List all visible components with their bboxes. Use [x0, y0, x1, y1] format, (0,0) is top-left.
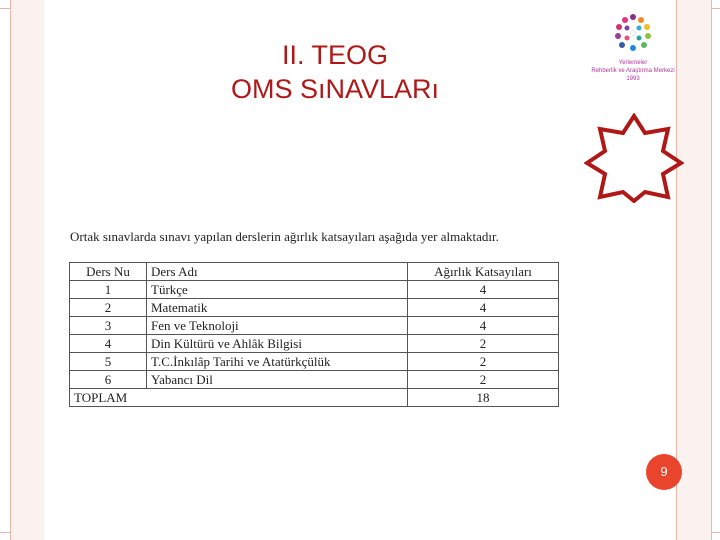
table-header-row: [70, 263, 559, 281]
cell-katsayi: 2: [408, 371, 559, 389]
table-row: [70, 335, 559, 353]
cell-katsayi: 2: [408, 353, 559, 371]
cell-total-label: TOPLAM: [70, 389, 408, 407]
table-row: [70, 281, 559, 299]
header-ders-adi: Ders Adı: [147, 263, 408, 281]
cell-ders-adi: Yabancı Dil: [147, 371, 408, 389]
slide-title: [200, 38, 470, 106]
cell-ders-adi: Matematik: [147, 299, 408, 317]
table-row: [70, 317, 559, 335]
cell-katsayi: 4: [408, 317, 559, 335]
page-number-badge: 9: [646, 454, 682, 490]
table-row: [70, 353, 559, 371]
slide-frame-left: [10, 0, 46, 540]
cell-total-value: 18: [408, 389, 559, 407]
logo-text-line1: Yerlemeler: [618, 60, 648, 66]
cell-ders-nu: 1: [70, 281, 147, 299]
weights-table: [69, 262, 559, 407]
cell-ders-adi: Fen ve Teknoloji: [147, 317, 408, 335]
logo-dots-icon: [613, 12, 653, 56]
header-agirlik-katsayilari: Ağırlık Katsayıları: [408, 263, 559, 281]
cell-ders-nu: 5: [70, 353, 147, 371]
organization-logo: [578, 12, 688, 87]
cell-ders-nu: 3: [70, 317, 147, 335]
slide-title-line1: II. TEOG: [281, 40, 389, 70]
slide-title-line2: OMS SıNAVLARı: [230, 74, 440, 104]
table-total-row: [70, 389, 559, 407]
cell-ders-nu: 4: [70, 335, 147, 353]
cell-katsayi: 2: [408, 335, 559, 353]
logo-text-line3: 1993: [626, 76, 640, 82]
header-ders-nu: Ders Nu: [70, 263, 147, 281]
logo-text-line2: Rehberlik ve Araştırma Merkezi: [591, 68, 675, 74]
cell-ders-adi: Türkçe: [147, 281, 408, 299]
table-row: [70, 371, 559, 389]
table-row: [70, 299, 559, 317]
cell-ders-nu: 6: [70, 371, 147, 389]
star-shape-icon: [584, 113, 684, 203]
cell-ders-adi: T.C.İnkılâp Tarihi ve Atatürkçülük: [147, 353, 408, 371]
cell-ders-nu: 2: [70, 299, 147, 317]
cell-katsayi: 4: [408, 281, 559, 299]
intro-paragraph: Ortak sınavlarda sınavı yapılan derslerin ağırlık katsayıları aşağıda yer almaktadır.: [70, 229, 499, 244]
cell-ders-adi: Din Kültürü ve Ahlâk Bilgisi: [147, 335, 408, 353]
cell-katsayi: 4: [408, 299, 559, 317]
